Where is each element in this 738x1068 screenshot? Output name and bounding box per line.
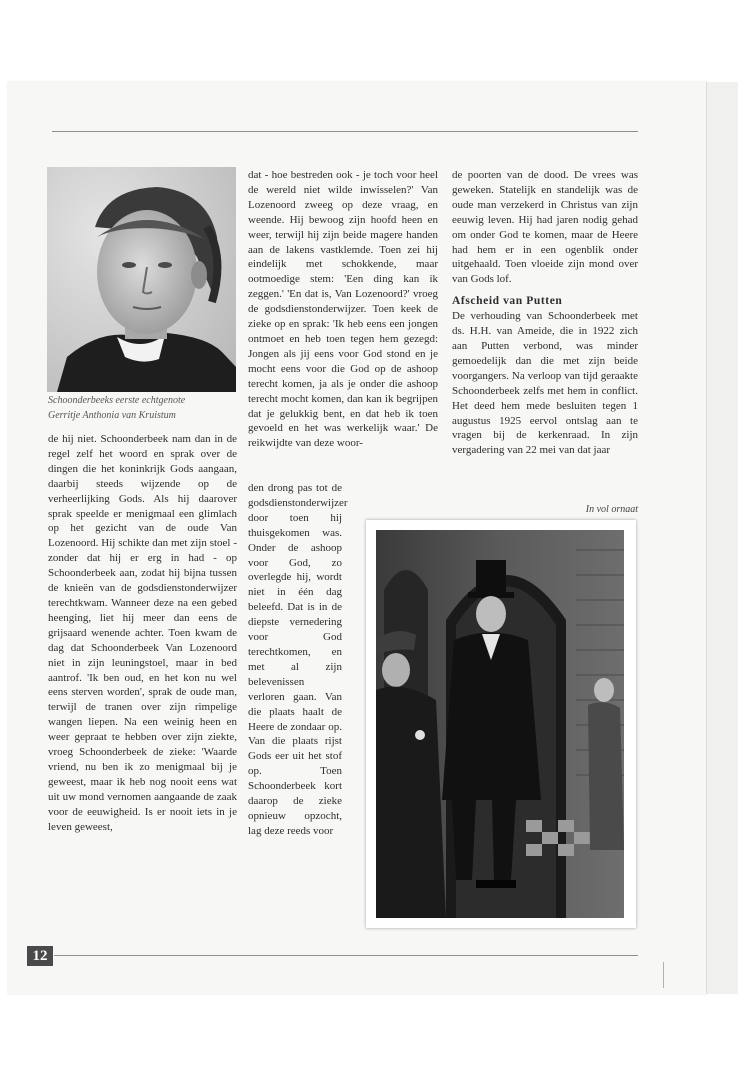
column-3 xyxy=(452,168,638,458)
column-3-text-top: de poorten van de dood. De vrees was geweken. Statelijk en standelijk was de oude man verzekerd in Christus van zijn eeuwig leven. Hij had jaren nodig gehad om onder God te komen, maar de Heere had hem er in een ogenblik onder uitgehaald. Toen vloeide zijn mond over van Gods lof. xyxy=(452,169,638,286)
column-2-text-narrow: den drong pas tot de godsdienstonderwijzer door toen hij thuisgekomen was. Onder de ashoop voor God, zo overlegde hij, wordt niet in één dag beleefd. Dat is in de diepste vernedering voor God terechtkomen, en met al zijn belevenissen verloren gaan. Van die plaats haalt de Heere de zondaar op. Van die plaats rijst Gods eer uit het stof op. Toen Schoonderbeek kort daarop de zieke opnieuw opzocht, lag deze reeds voor xyxy=(248,482,348,837)
column-2-narrow xyxy=(248,481,348,839)
portrait-caption-line1: Schoonderbeeks eerste echtgenote xyxy=(48,395,186,406)
page-number: 12 xyxy=(27,946,53,966)
bottom-rule xyxy=(54,955,638,956)
column-1 xyxy=(48,432,237,834)
next-page-edge xyxy=(706,82,738,994)
portrait-caption-line2: Gerritje Anthonia van Kruistum xyxy=(48,410,176,421)
church-doorway-photo xyxy=(376,530,624,918)
column-1-text: de hij niet. Schoonderbeek nam dan in de regel zelf het woord en sprak over de dingen die het koninkrijk Gods aangaan, daarbij steeds wijzende op de verheerlijking Gods. Als hij daarover sprak speelde er menigmaal een glimlach op het gezicht van de oude Van Lozenoord. Hij schikte dan met zijn stoel - zonder dat hij er erg in had - op Schoonderbeek aan, zodat hij bijna tussen de knieën van de godsdienstonderwijzer terechtkwam. Wanneer deze na een gebed heenging, liet hij meer dan eens de grijsaard wenende achter. Toen kwam de dag dat Schoonderbeek Van Lozenoord niet in zijn leuningstoel, maar in bed aantrof. 'Ik ben oud, en het kon nu wel eens sterven worden', sprak de oude man, terwijl de tranen over zijn rimpelige wangen liepen. Na een weinig heen en weer gepraat te hebben over zijn ziekte, vroeg Schoonderbeek de zieke: 'Waarde vriend, nu ben ik zo menigmaal bij je geweest, maar ik heb nog nooit eens wat uit uw mond vernomen aangaande de zaak voor de eeuwigheid. Is er nooit iets in je leven geweest, xyxy=(48,433,237,833)
column-2-top xyxy=(248,168,438,451)
portrait-photo xyxy=(47,167,236,392)
top-rule xyxy=(52,131,638,132)
column-3-text-bottom: De verhouding van Schoonderbeek met ds. H.H. van Ameide, die in 1922 zich aan Putten verbond, was minder gemoedelijk dan die met zijn beide voorgangers. Na verloop van tijd geraakte Schoonderbeek zelfs met hem in conflict. Het deed hem mede besluiten tegen 1 augustus 1925 eervol ontslag aan te vragen bij de kerkenraad. In zijn vergadering van 22 mei van dat jaar xyxy=(452,310,638,457)
column-2-text-top: dat - hoe bestreden ook - je toch voor heel de wereld niet wilde inwisselen?' Van Lozenoord zweeg op deze vraag, en weende. Hij bewoog zijn hoofd heen en weer, terwijl hij zijn beide magere handen aan de lakens vastklemde. Toen zei hij eindelijk met schokkende, maar ootmoedige stem: 'Een ding kan ik zeggen.' 'En dat is, Van Lozenoord?' vroeg de godsdienstonderwijzer. Toen keek de zieke op en sprak: 'Ik heb eens een jongen ontmoet en heb toen tegen hem gezegd: Jongen als jij eens voor God stond en je mocht eens voor die God op de ashoop terecht komen, ja als je onder die ashoop terecht mocht komen, dan kan ik begrijpen dat je gelukkig bent, en dat heb ik toen gevoeld en het was werkelijk waar.' De reikwijdte van deze woor- xyxy=(248,169,438,450)
section-heading: Afscheid van Putten xyxy=(452,295,563,308)
edge-mark xyxy=(663,962,664,988)
photo-caption: In vol ornaat xyxy=(585,504,638,515)
portrait-caption xyxy=(48,393,238,423)
